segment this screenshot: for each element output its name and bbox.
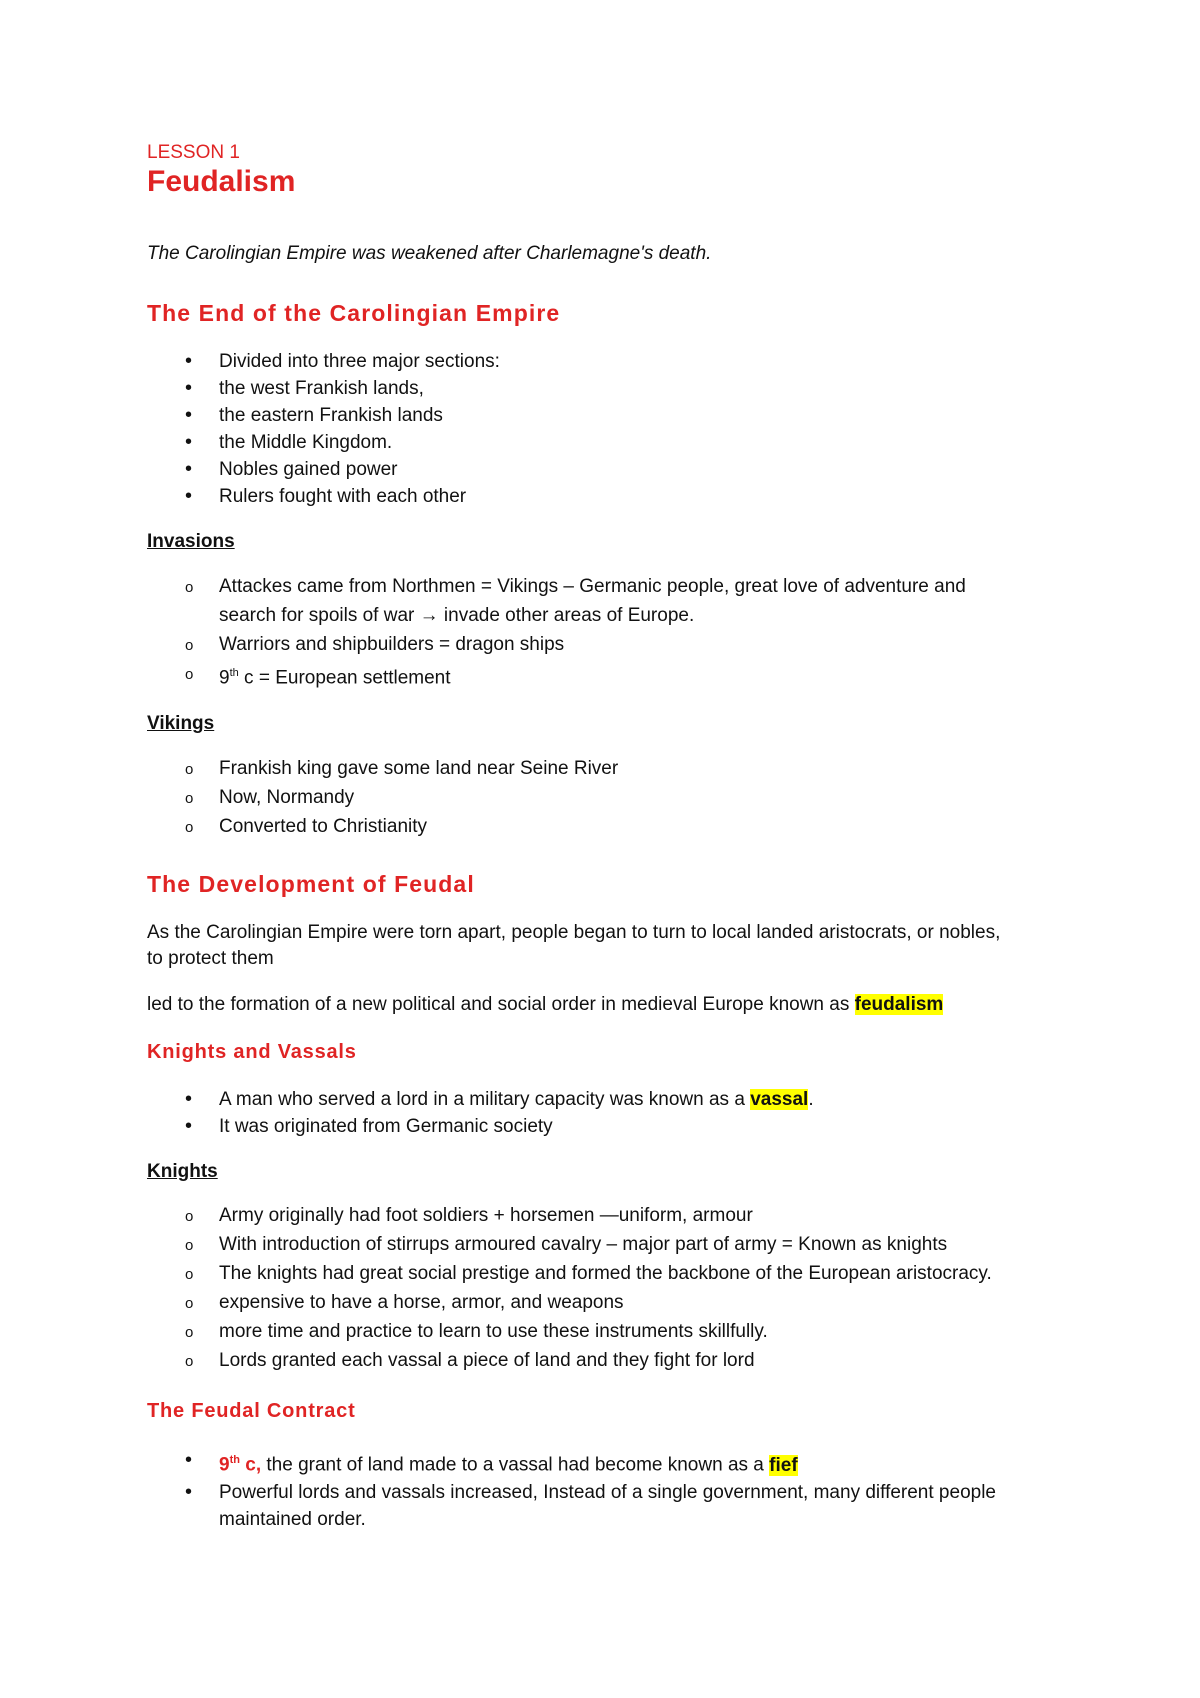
list-item — [147, 1346, 1077, 1375]
list-item-text: the grant of land made to a vassal had become known as a — [261, 1454, 770, 1476]
highlight-vassal: vassal — [750, 1089, 809, 1111]
bullet-marker: • — [185, 1115, 193, 1138]
list-item-text: expensive to have a horse, armor, and weapons — [219, 1292, 624, 1314]
list-item-text: With introduction of stirrups armoured cavalry – major part of army = Known as knights — [219, 1234, 948, 1256]
bullet-marker: • — [185, 350, 193, 372]
list-item — [147, 659, 1077, 692]
list-end-carolingian — [147, 348, 1077, 510]
list-item-text: Divided into three major sections: — [219, 351, 500, 372]
list-item-text: Frankish king gave some land near Seine River — [219, 758, 619, 780]
list-item-text: the Middle Kingdom. — [219, 432, 393, 453]
list-item-text: The knights had great social prestige and formed the backbone of the European aristocracy. — [219, 1263, 992, 1285]
century-number: 9 — [219, 1454, 230, 1476]
list-item-text: c = European settlement — [238, 667, 451, 689]
list-item — [147, 1317, 1077, 1346]
circle-marker: o — [185, 1353, 194, 1371]
list-item — [147, 1113, 1077, 1140]
list-feudal-contract — [147, 1447, 1077, 1532]
circle-marker: o — [185, 1208, 194, 1226]
highlight-fief: fief — [769, 1454, 798, 1476]
circle-marker: o — [185, 579, 194, 596]
list-vikings — [147, 754, 1077, 841]
bullet-marker: • — [185, 458, 193, 480]
list-item — [147, 1201, 1077, 1230]
list-item — [147, 1447, 1077, 1478]
list-invasions — [147, 572, 1077, 692]
highlight-feudalism: feudalism — [854, 994, 944, 1016]
list-item-text: the west Frankish lands, — [219, 378, 424, 399]
circle-marker: o — [185, 761, 194, 779]
circle-marker: o — [185, 666, 194, 683]
document-content — [147, 142, 1077, 1533]
list-item — [147, 456, 1077, 483]
ordinal-suffix: th — [229, 1454, 240, 1467]
list-item-text: A man who served a lord in a military capacity was known as a — [219, 1089, 751, 1111]
circle-marker: o — [185, 637, 194, 654]
bullet-marker: • — [185, 485, 193, 507]
section-heading-development-feudal: The Development of Feudal — [147, 871, 475, 898]
century-number: 9 — [219, 667, 230, 689]
bullet-marker: • — [185, 431, 193, 453]
bullet-marker: • — [185, 404, 193, 426]
list-item-text: Now, Normandy — [219, 787, 355, 809]
list-item-text: It was originated from Germanic society — [219, 1116, 553, 1138]
lesson-label: LESSON 1 — [147, 142, 240, 163]
list-item-text: Nobles gained power — [219, 459, 398, 480]
intro-text: The Carolingian Empire was weakened after Charlemagne's death. — [147, 243, 712, 264]
list-knights — [147, 1201, 1077, 1375]
list-item-text-cont: search for spoils of war → invade other areas of Europe. — [219, 605, 695, 626]
ordinal-suffix: th — [229, 667, 239, 679]
list-item — [147, 1288, 1077, 1317]
list-item — [147, 783, 1077, 812]
list-item — [147, 429, 1077, 456]
list-item-text: the eastern Frankish lands — [219, 405, 443, 426]
circle-marker: o — [185, 1324, 194, 1342]
list-item — [147, 375, 1077, 402]
section-heading-knights-vassals: Knights and Vassals — [147, 1041, 357, 1064]
paragraph-torn-apart: As the Carolingian Empire were torn apart, people began to turn to local landed aristocrats, or nobles, to protect them — [147, 922, 1001, 970]
list-item — [147, 812, 1077, 841]
circle-marker: o — [185, 1266, 194, 1284]
list-item — [147, 754, 1077, 783]
list-item-text: Lords granted each vassal a piece of land and they fight for lord — [219, 1350, 755, 1372]
list-item-text: Powerful lords and vassals increased, Instead of a single government, many different people maintained order. — [219, 1481, 996, 1530]
paragraph-text: led to the formation of a new political and social order in medieval Europe known as — [147, 994, 855, 1016]
circle-marker: o — [185, 1295, 194, 1313]
circle-marker: o — [185, 1237, 194, 1255]
list-item — [147, 1086, 1077, 1113]
circle-marker: o — [185, 790, 194, 808]
section-heading-feudal-contract: The Feudal Contract — [147, 1400, 356, 1423]
section-heading-end-carolingian: The End of the Carolingian Empire — [147, 300, 561, 326]
list-item — [147, 1230, 1077, 1259]
list-knights-vassals — [147, 1086, 1077, 1140]
list-item — [147, 1479, 1019, 1533]
list-item-text: Converted to Christianity — [219, 816, 428, 838]
list-item-text: Rulers fought with each other — [219, 486, 467, 507]
bullet-marker: • — [185, 377, 193, 399]
page-title: Feudalism — [147, 165, 296, 198]
list-item-text: more time and practice to learn to use these instruments skillfully. — [219, 1321, 768, 1343]
list-item — [147, 348, 1077, 375]
subheading-vikings: Vikings — [147, 713, 215, 735]
subheading-knights: Knights — [147, 1161, 218, 1183]
bullet-marker: • — [185, 1449, 193, 1472]
list-item-text: Army originally had foot soldiers + horsemen —uniform, armour — [219, 1205, 753, 1227]
paragraph-feudalism — [147, 992, 1077, 1018]
list-item-text: Attackes came from Northmen = Vikings – Germanic people, great love of adventure and — [219, 576, 966, 597]
bullet-marker: • — [185, 1088, 193, 1111]
list-item-text: Warriors and shipbuilders = dragon ships — [219, 634, 565, 655]
list-item — [147, 630, 1077, 659]
list-item — [147, 572, 1077, 630]
list-item-punct: . — [808, 1089, 814, 1111]
bullet-marker: • — [185, 1480, 193, 1503]
list-item — [147, 1259, 1077, 1288]
circle-marker: o — [185, 819, 194, 837]
list-item — [147, 483, 1077, 510]
century-label: c, — [239, 1454, 262, 1476]
list-item — [147, 402, 1077, 429]
subheading-invasions: Invasions — [147, 531, 235, 552]
